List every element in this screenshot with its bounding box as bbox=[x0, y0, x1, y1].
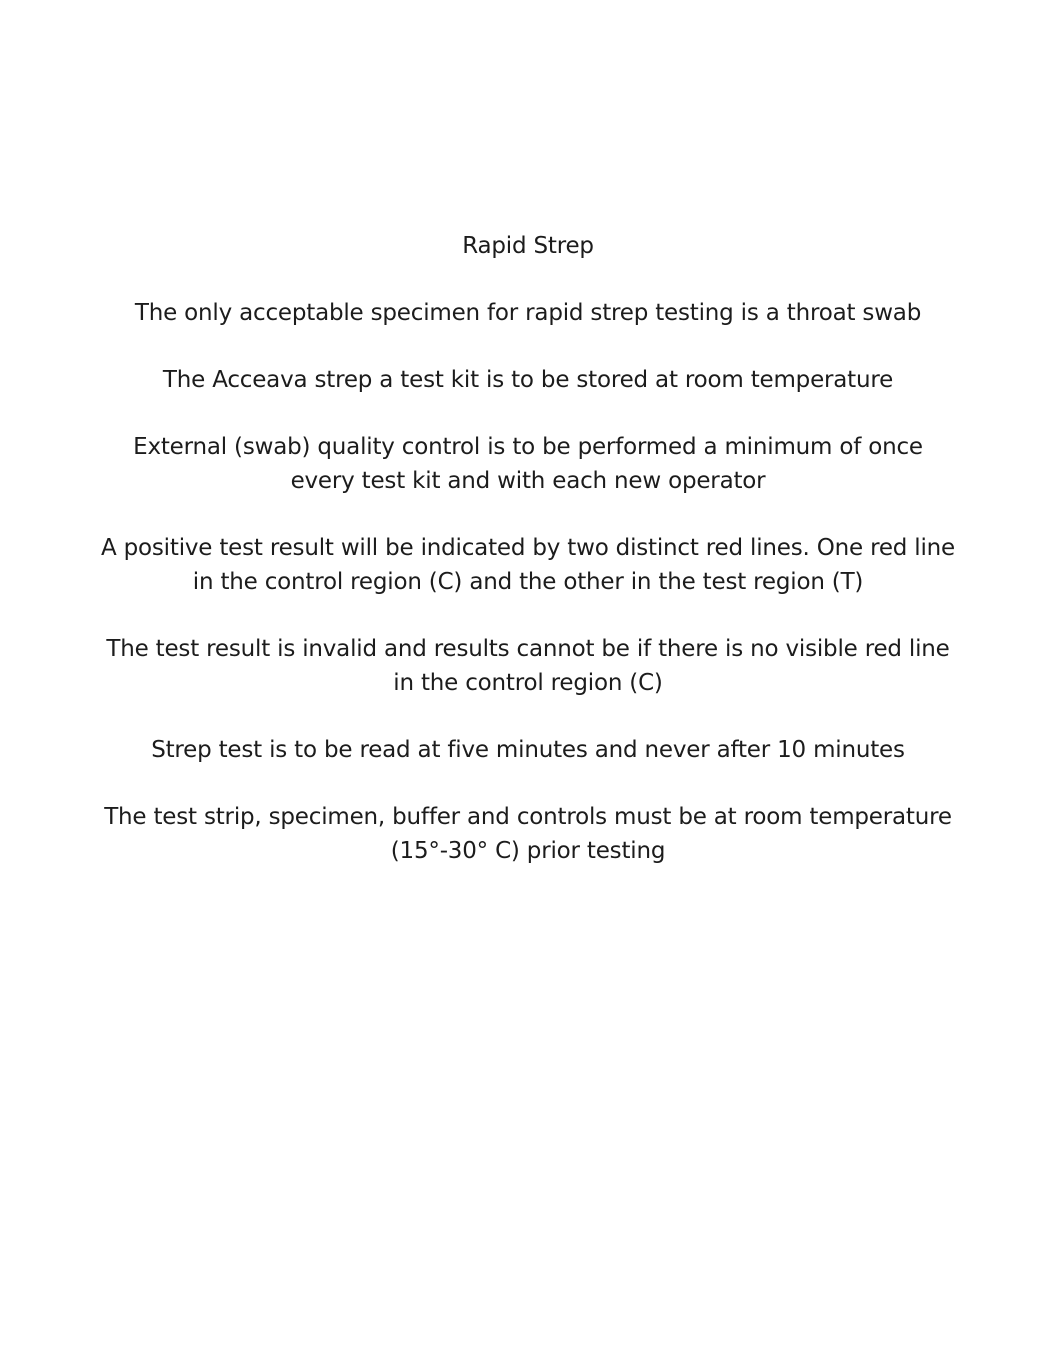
document-body bbox=[100, 229, 956, 901]
document-title: Rapid Strep bbox=[462, 233, 594, 259]
paragraph-positive-result: A positive test result will be indicated by two distinct red lines. One red line in the control region (C) and the other in the test region (T) bbox=[100, 535, 955, 595]
paragraph-temperature: The test strip, specimen, buffer and controls must be at room temperature (15°-30° C) prior testing bbox=[104, 804, 952, 864]
paragraph-specimen: The only acceptable specimen for rapid strep testing is a throat swab bbox=[134, 300, 922, 326]
paragraph-storage: The Acceava strep a test kit is to be stored at room temperature bbox=[162, 367, 894, 393]
paragraph-read-time: Strep test is to be read at five minutes and never after 10 minutes bbox=[151, 737, 905, 763]
paragraph-invalid-result: The test result is invalid and results cannot be if there is no visible red line in the control region (C) bbox=[106, 636, 950, 696]
paragraph-quality-control: External (swab) quality control is to be performed a minimum of once every test kit and with each new operator bbox=[133, 434, 923, 494]
